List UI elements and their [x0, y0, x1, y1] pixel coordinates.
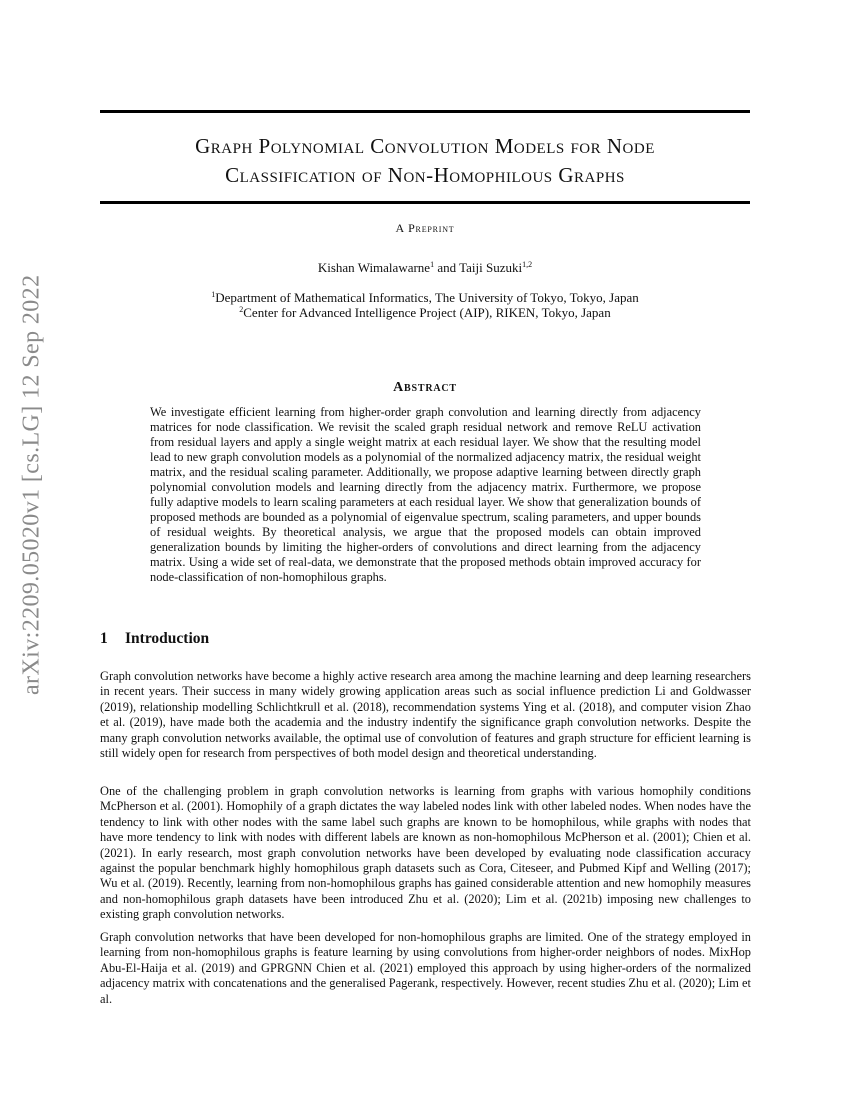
intro-paragraph-3: Graph convolution networks that have been developed for non-homophilous graphs are limited. One of the strategy employed in learning from non-homophilous graphs is feature learning by using convolutions from higher-order neighbors of nodes. MixHop Abu-El-Haija et al. (2019) and GPRGNN Chien et al. (2021) employed this approach by using higher-orders of the normalized adjacency matrix with concatenations and the generalised Pagerank, respectively. However, recent studies Zhu et al. (2020); Lim et al. [100, 930, 751, 1006]
preprint-label: A Preprint [395, 221, 455, 235]
abstract-body: We investigate efficient learning from higher-order graph convolution and learning directly from adjacency matrices for node classification. We revisit the scaled graph residual network and remove ReLU activation from residual layers and apply a single weight matrix at each residual layer. We show that the resulting model lead to new graph convolution models as a polynomial of the normalized adjacency matrix, the residual weight matrix, and the residual scaling parameter. Additionally, we propose adaptive learning between directly graph polynomial convolution models and learning directly from the adjacency matrix. Furthermore, we propose fully adaptive models to learn scaling parameters at each residual layer. We show that generalization bounds of proposed methods are bounded as a polynomial of eigenvalue spectrum, scaling parameters, and upper bounds of residual weights. By theoretical analysis, we argue that the proposed models can obtain improved generalization bounds by limiting the higher-orders of convolutions and direct learning from the adjacency matrix. Using a wide set of real-data, we demonstrate that the proposed methods obtain improved accuracy for node-classification of non-homophilous graphs. [150, 405, 701, 584]
author-joiner: and [434, 260, 460, 275]
paper-title [100, 132, 750, 190]
affiliation-2 [100, 305, 750, 321]
affiliation-mark-1: 1 [211, 290, 216, 299]
title-top-rule [100, 110, 750, 113]
arxiv-identifier: arXiv:2209.05020v1 [cs.LG] 12 Sep 2022 [18, 274, 45, 696]
paper-title-line-2: Classification of Non-Homophilous Graphs [225, 163, 625, 187]
paper-title-line-1: Graph Polynomial Convolution Models for Node [195, 134, 655, 158]
author-name-1: Kishan Wimalawarne [317, 260, 431, 275]
section-title: Introduction [125, 630, 210, 647]
affiliation-mark-2: 2 [239, 305, 244, 314]
affiliation-text-1: Department of Mathematical Informatics, The University of Tokyo, Tokyo, Japan [215, 290, 639, 305]
author-list [100, 260, 750, 276]
affiliation-1 [100, 290, 750, 306]
author-affiliation-mark-1: 1 [430, 260, 435, 269]
title-bottom-rule [100, 201, 750, 204]
affiliation-text-2: Center for Advanced Intelligence Project (AIP), RIKEN, Tokyo, Japan [243, 305, 611, 320]
intro-paragraph-1: Graph convolution networks have become a highly active research area among the machine learning and deep learning researchers in recent years. Their success in many widely growing application areas such as social influence prediction Li and Goldwasser (2019), relationship modelling Schlichtkrull et al. (2018), recommendation systems Ying et al. (2018), and computer vision Zhao et al. (2019), have made both the academia and the industry indentify the significance graph convolution networks. Despite the many graph convolution networks available, the optimal use of convolution of features and graph structure for efficient learning is still widely open for research from perspectives of both model design and theoretical understanding. [100, 669, 751, 761]
section-heading-introduction [100, 630, 209, 648]
section-number: 1 [100, 630, 108, 647]
abstract-heading: Abstract [393, 380, 457, 395]
author-name-2: Taiji Suzuki [459, 260, 523, 275]
intro-paragraph-2: One of the challenging problem in graph convolution networks is learning from graphs with various homophily conditions McPherson et al. (2001). Homophily of a graph dictates the way labeled nodes link with other labeled nodes. When nodes have the tendency to link with other nodes with the same label such graphs are known to be homophilous, while graphs with nodes that have more tendency to link with nodes with different labels are known as non-homophilous McPherson et al. (2001); Chien et al. (2021). In early research, most graph convolution networks have been developed by evaluating node classification accuracy against the popular benchmark highly homophilous graph datasets such as Cora, Citeseer, and Pubmed Kipf and Welling (2017); Wu et al. (2019). Recently, learning from non-homophilous graphs has gained considerable attention and new homophily measures and non-homophilous graph datasets have been introduced Zhu et al. (2020); Lim et al. (2021b) imposing new challenges to existing graph convolution networks. [100, 784, 751, 922]
author-affiliation-mark-2: 1,2 [522, 260, 533, 269]
